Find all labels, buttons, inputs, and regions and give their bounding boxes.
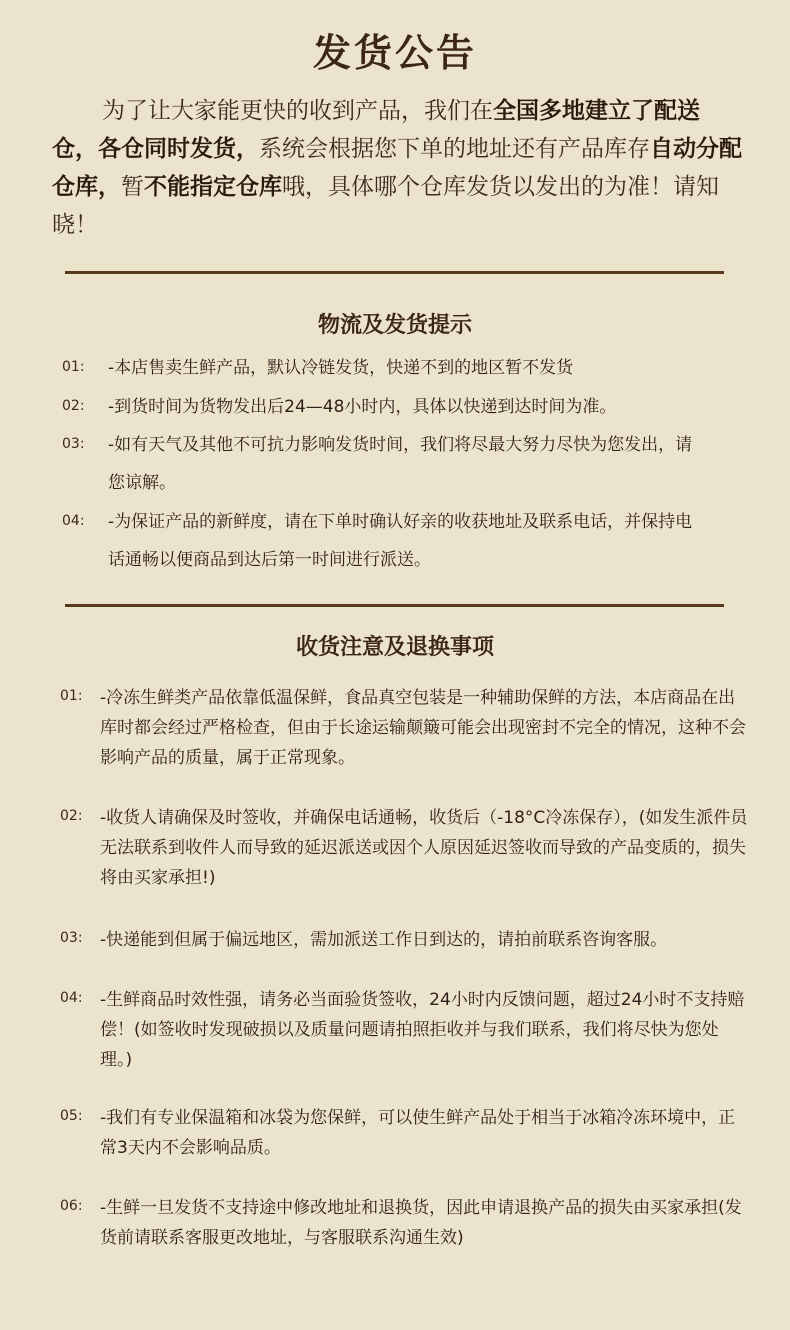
item-number: 05: (60, 1108, 83, 1124)
item-number: 02: (60, 808, 83, 824)
item-text: -为保证产品的新鲜度，请在下单时确认好亲的收获地址及联系电话，并保持电话通畅以便商品到达后第一时间进行派送。 (108, 512, 693, 570)
receiving-title: 收货注意及退换事项 (295, 635, 494, 660)
item-text: -生鲜商品时效性强，请务必当面验货签收，24小时内反馈问题，超过24小时不支持赔偿！(如签收时发现破损以及质量问题请拍照拒收并与我们联系，我们将尽快为您处理。) (100, 990, 745, 1070)
notice-intro (52, 92, 742, 244)
intro-text-1: 为了让大家能更快的收到产品，我们在 (102, 98, 493, 124)
intro-text-3: 暂 (121, 174, 144, 200)
item-number: 04: (60, 990, 83, 1006)
item-number: 01: (60, 688, 83, 704)
item-text: -本店售卖生鲜产品，默认冷链发货，快递不到的地区暂不发货 (108, 358, 574, 378)
item-text: -快递能到但属于偏远地区，需加派送工作日到达的，请拍前联系咨询客服。 (100, 930, 668, 950)
divider-2 (65, 604, 724, 607)
item-text: -收货人请确保及时签收，并确保电话通畅，收货后（-18°C冷冻保存），(如发生派件员无法联系到收件人而导致的延迟派送或因个人原因延迟签收而导致的产品变质的，损失将由买家承担!) (100, 808, 748, 888)
item-number: 06: (60, 1198, 83, 1214)
page-title: 发货公告 (312, 31, 477, 75)
item-number: 03: (60, 930, 83, 946)
intro-text-4: 哦，具体哪个仓库发货以发出的为准！请知晓！ (52, 174, 719, 238)
item-text: -如有天气及其他不可抗力影响发货时间，我们将尽最大努力尽快为您发出，请您谅解。 (108, 435, 693, 493)
item-text: -生鲜一旦发货不支持途中修改地址和退换货，因此申请退换产品的损失由买家承担(发货前请联系客服更改地址，与客服联系沟通生效) (100, 1198, 742, 1248)
intro-text-2: 系统会根据您下单的地址还有产品库存 (259, 136, 650, 162)
logistics-title: 物流及发货提示 (317, 313, 472, 338)
item-text: -我们有专业保温箱和冰袋为您保鲜，可以使生鲜产品处于相当于冰箱冷冻环境中，正常3天内不会影响品质。 (100, 1108, 736, 1158)
intro-bold-2: 自动分配仓库， (52, 136, 742, 200)
item-text: -冷冻生鲜类产品依靠低温保鲜，食品真空包装是一种辅助保鲜的方法，本店商品在出库时都会经过严格检查，但由于长途运输颠簸可能会出现密封不完全的情况，这种不会影响产品的质量，属于正常现象。 (100, 688, 746, 768)
item-text: -到货时间为货物发出后24—48小时内，具体以快递到达时间为准。 (108, 397, 617, 417)
item-number: 02: (62, 398, 85, 414)
item-number: 04: (62, 513, 85, 529)
item-number: 01: (62, 359, 85, 375)
intro-bold-3: 不能指定仓库 (144, 174, 282, 200)
item-number: 03: (62, 436, 85, 452)
divider-1 (65, 271, 724, 274)
intro-bold-1: 全国多地建立了配送仓，各仓同时发货， (52, 98, 700, 162)
